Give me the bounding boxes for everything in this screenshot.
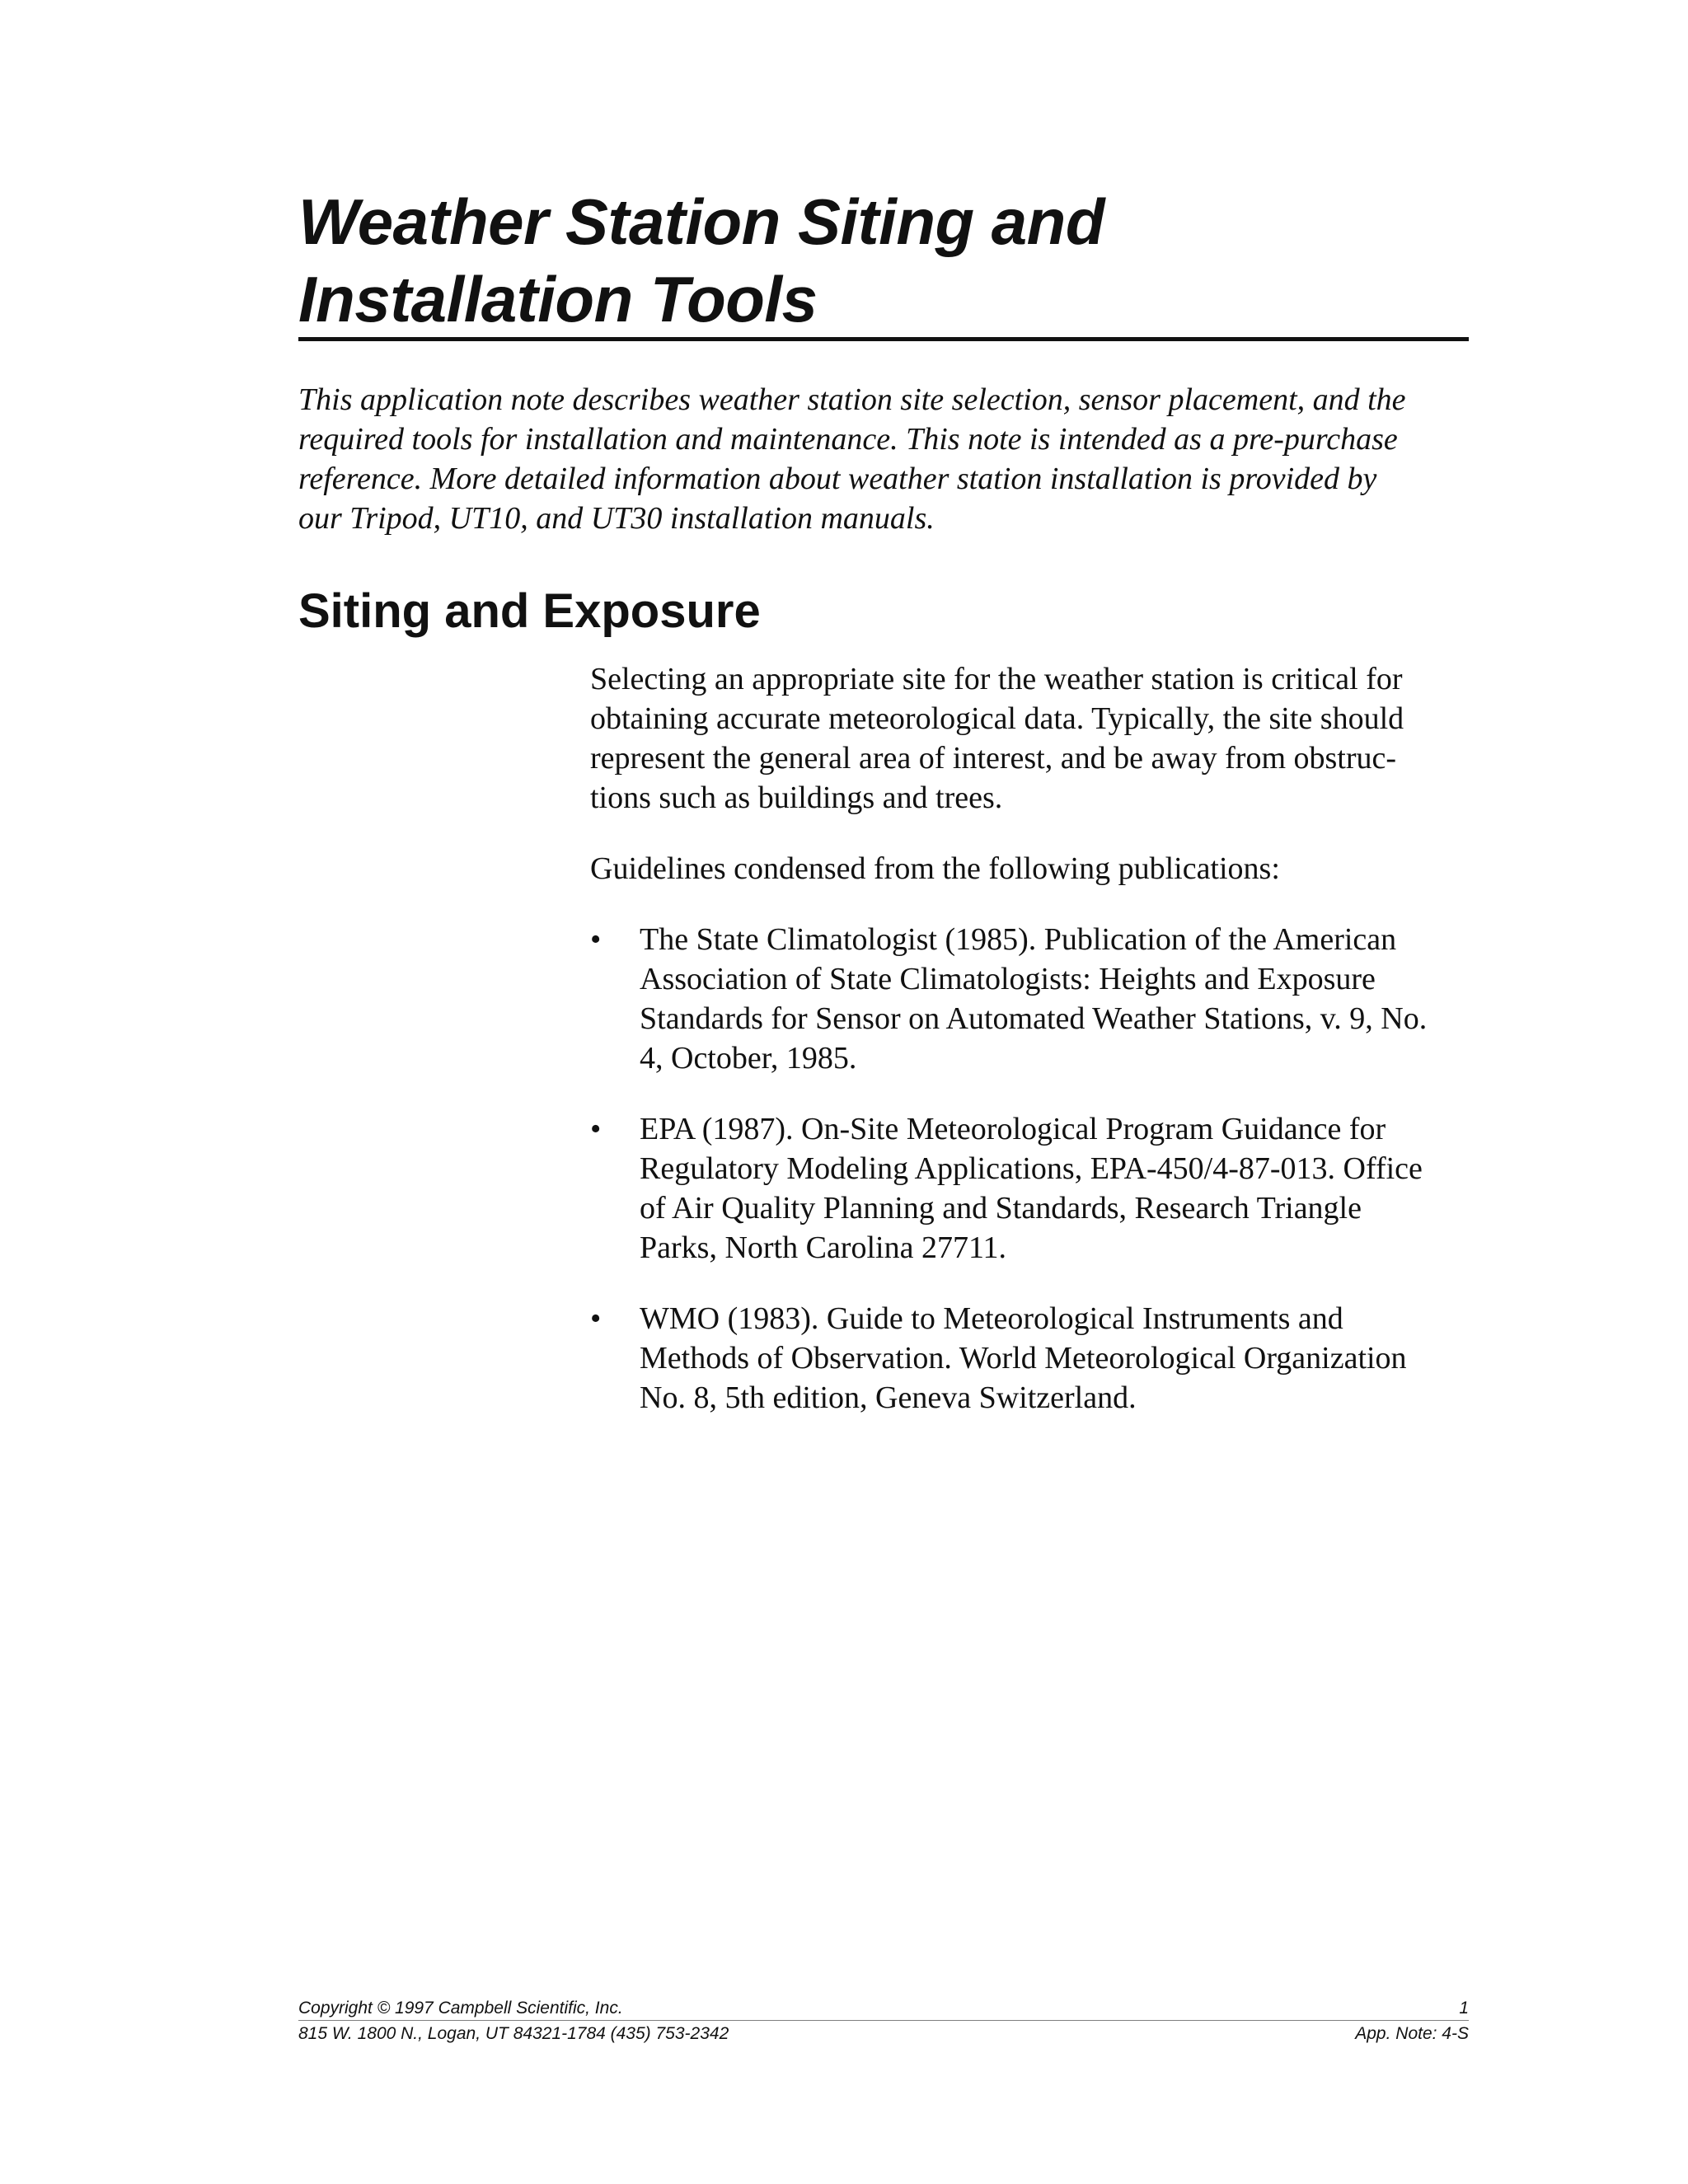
footer-app-note: App. Note: 4-S — [1355, 2024, 1469, 2043]
title-divider — [298, 337, 1469, 341]
reference-line: Standards for Sensor on Automated Weather Stations, v. 9, No. — [640, 1001, 1428, 1036]
footer-copyright: Copyright © 1997 Campbell Scientific, Inc. — [298, 1999, 623, 2018]
reference-line: 4, October, 1985. — [640, 1041, 857, 1076]
paragraph-line: represent the general area of interest, and be away from obstruc- — [590, 741, 1397, 776]
page-title — [298, 183, 1469, 338]
bullet-icon: • — [590, 1301, 602, 1336]
reference-text — [640, 920, 1472, 1078]
paragraph-line: tions such as buildings and trees. — [590, 780, 1003, 815]
reference-line: Association of State Climatologists: Heights and Exposure — [640, 962, 1376, 996]
reference-line: WMO (1983). Guide to Meteorological Instruments and — [640, 1301, 1343, 1336]
title-line: Weather Station Siting and — [298, 185, 1104, 258]
reference-line: Regulatory Modeling Applications, EPA-450/4-87-013. Office — [640, 1151, 1423, 1186]
paragraph-line: Guidelines condensed from the following publications: — [590, 851, 1280, 886]
paragraph-line: Selecting an appropriate site for the weather station is critical for — [590, 662, 1403, 696]
body-paragraph — [590, 659, 1472, 818]
abstract-line: reference. More detailed information about weather station installation is provided by — [298, 462, 1377, 496]
reference-line: No. 8, 5th edition, Geneva Switzerland. — [640, 1380, 1137, 1415]
reference-line: Parks, North Carolina 27711. — [640, 1230, 1007, 1265]
paragraph-line: obtaining accurate meteorological data. Typically, the site should — [590, 701, 1404, 736]
body-paragraph — [590, 849, 1472, 888]
abstract-line: required tools for installation and maintenance. This note is intended as a pre-purchase — [298, 422, 1398, 457]
reference-text — [640, 1109, 1472, 1268]
reference-line: The State Climatologist (1985). Publication of the American — [640, 922, 1397, 957]
reference-line: of Air Quality Planning and Standards, Research Triangle — [640, 1191, 1362, 1226]
reference-line: EPA (1987). On-Site Meteorological Program Guidance for — [640, 1112, 1386, 1146]
abstract-line: our Tripod, UT10, and UT30 installation manuals. — [298, 501, 935, 536]
section-heading: Siting and Exposure — [298, 584, 761, 638]
reference-text — [640, 1299, 1472, 1418]
reference-line: Methods of Observation. World Meteorological Organization — [640, 1341, 1407, 1376]
bullet-icon: • — [590, 1112, 602, 1146]
footer-page-number: 1 — [1459, 1999, 1469, 2018]
abstract-line: This application note describes weather station site selection, sensor placement, and the — [298, 382, 1406, 417]
footer-address: 815 W. 1800 N., Logan, UT 84321-1784 (435) 753-2342 — [298, 2024, 729, 2043]
abstract — [298, 380, 1469, 538]
title-line: Installation Tools — [298, 263, 818, 335]
footer-divider — [298, 2020, 1469, 2021]
bullet-icon: • — [590, 922, 602, 957]
